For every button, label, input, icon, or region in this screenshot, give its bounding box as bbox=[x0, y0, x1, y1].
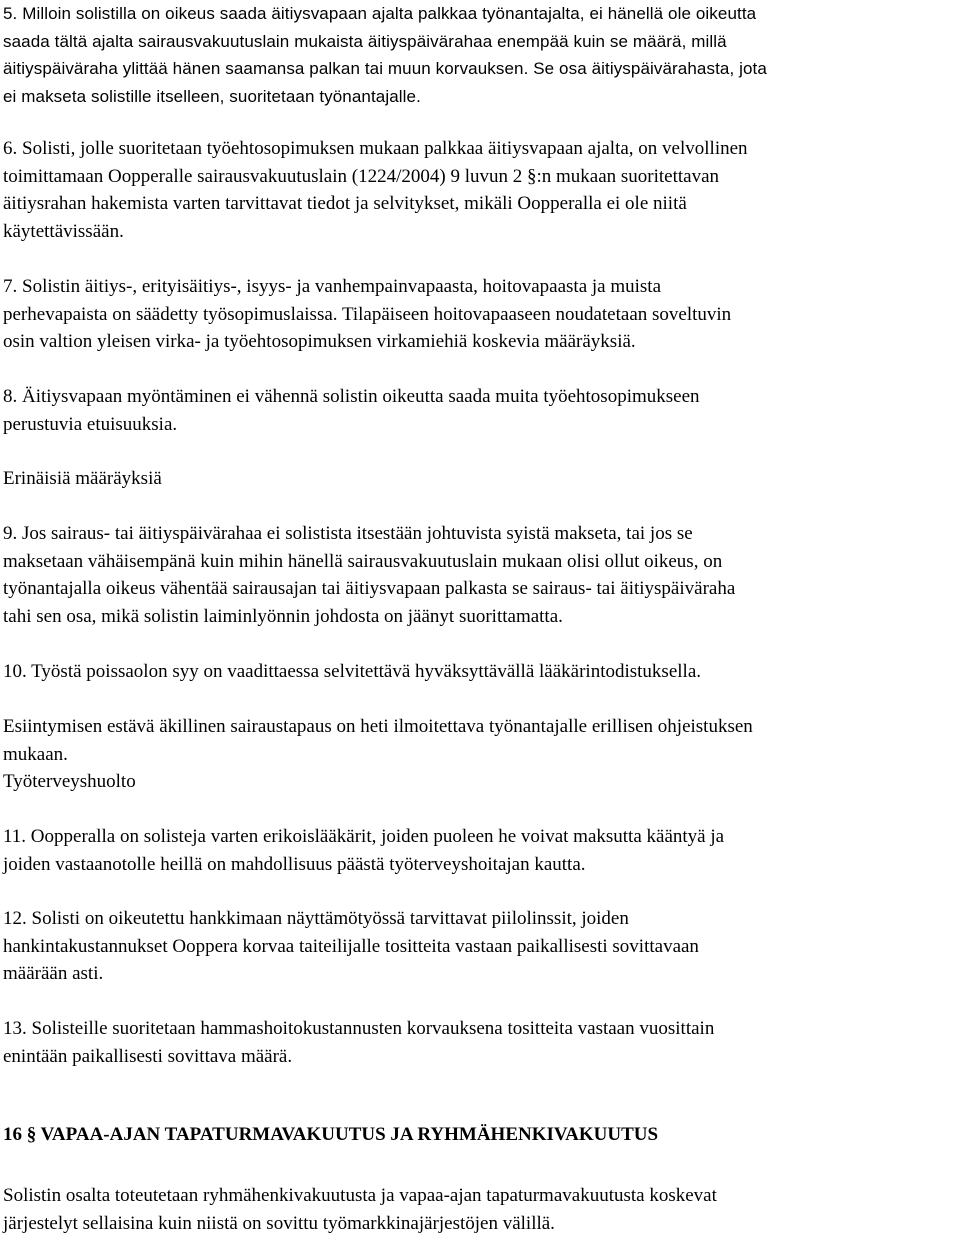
section-16-heading bbox=[3, 1121, 658, 1149]
paragraph-section-16 bbox=[3, 1182, 717, 1237]
paragraph-5-line: äitiyspäiväraha ylittää hänen saamansa palkan tai muun korvauksen. Se osa äitiyspäivärahasta, jota bbox=[3, 55, 767, 83]
paragraph-9-line: maksetaan vähäisempänä kuin mihin hänellä sairausvakuutuslain mukaan olisi ollut oikeus, on bbox=[3, 548, 735, 576]
paragraph-6-line: käytettävissään. bbox=[3, 218, 748, 246]
paragraph-section-16-line: Solistin osalta toteutetaan ryhmähenkivakuutusta ja vapaa-ajan tapaturmavakuutusta koskevat bbox=[3, 1182, 717, 1210]
paragraph-7-line: perhevapaista on säädetty työsopimuslaissa. Tilapäiseen hoitovapaaseen noudatetaan soveltuvin bbox=[3, 301, 731, 329]
paragraph-12-line: 12. Solisti on oikeutettu hankkimaan näyttämötyössä tarvittavat piilolinssit, joiden bbox=[3, 905, 699, 933]
paragraph-10-line: 10. Työstä poissaolon syy on vaadittaessa selvitettävä hyväksyttävällä lääkärintodistuksella. bbox=[3, 658, 701, 686]
paragraph-13 bbox=[3, 1015, 714, 1070]
paragraph-esiintymisen bbox=[3, 713, 753, 768]
paragraph-11-line: 11. Oopperalla on solisteja varten erikoislääkärit, joiden puoleen he voivat maksutta kääntyä ja bbox=[3, 823, 724, 851]
paragraph-7-line: 7. Solistin äitiys-, erityisäitiys-, isyys- ja vanhempainvapaasta, hoitovapaasta ja muista bbox=[3, 273, 731, 301]
paragraph-9-line: tahi sen osa, mikä solistin laiminlyönnin johdosta on jäänyt suorittamatta. bbox=[3, 603, 735, 631]
paragraph-5-line: 5. Milloin solistilla on oikeus saada äitiysvapaan ajalta palkkaa työnantajalta, ei hänellä ole oikeutta bbox=[3, 0, 767, 28]
paragraph-11 bbox=[3, 823, 724, 878]
heading-text: Erinäisiä määräyksiä bbox=[3, 465, 162, 493]
paragraph-5-line: ei makseta solistille itselleen, suoritetaan työnantajalle. bbox=[3, 83, 767, 111]
paragraph-10 bbox=[3, 658, 701, 686]
paragraph-esiintymisen-line: Esiintymisen estävä äkillinen sairaustapaus on heti ilmoitettava työnantajalle erillisen ohjeistuksen bbox=[3, 713, 753, 741]
paragraph-11-line: joiden vastaanotolle heillä on mahdollisuus päästä työterveyshoitajan kautta. bbox=[3, 851, 724, 879]
paragraph-13-line: 13. Solisteille suoritetaan hammashoitokustannusten korvauksena tositteita vastaan vuosittain bbox=[3, 1015, 714, 1043]
heading-erinaisia-maarayksia bbox=[3, 465, 162, 493]
paragraph-8-line: perustuvia etuisuuksia. bbox=[3, 411, 700, 439]
paragraph-7-line: osin valtion yleisen virka- ja työehtosopimuksen virkamiehiä koskevia määräyksiä. bbox=[3, 328, 731, 356]
paragraph-6 bbox=[3, 135, 748, 245]
paragraph-5-line: saada tältä ajalta sairausvakuutuslain mukaista äitiyspäivärahaa enempää kuin se määrä, millä bbox=[3, 28, 767, 56]
paragraph-6-line: toimittamaan Oopperalle sairausvakuutuslain (1224/2004) 9 luvun 2 §:n mukaan suoritettavan bbox=[3, 163, 748, 191]
paragraph-12-line: määrään asti. bbox=[3, 960, 699, 988]
paragraph-12 bbox=[3, 905, 699, 988]
paragraph-section-16-line: järjestelyt sellaisina kuin niistä on sovittu työmarkkinajärjestöjen välillä. bbox=[3, 1210, 717, 1237]
heading-text: Työterveyshuolto bbox=[3, 768, 136, 796]
heading-tyoterveyshuolto bbox=[3, 768, 136, 796]
paragraph-9 bbox=[3, 520, 735, 630]
paragraph-7 bbox=[3, 273, 731, 356]
paragraph-esiintymisen-line: mukaan. bbox=[3, 741, 753, 769]
paragraph-9-line: 9. Jos sairaus- tai äitiyspäivärahaa ei solistista itsestään johtuvista syistä makseta, tai jos se bbox=[3, 520, 735, 548]
paragraph-6-line: 6. Solisti, jolle suoritetaan työehtosopimuksen mukaan palkkaa äitiysvapaan ajalta, on velvollinen bbox=[3, 135, 748, 163]
paragraph-5 bbox=[3, 0, 767, 110]
paragraph-8 bbox=[3, 383, 700, 438]
paragraph-8-line: 8. Äitiysvapaan myöntäminen ei vähennä solistin oikeutta saada muita työehtosopimukseen bbox=[3, 383, 700, 411]
section-heading-text: 16 § VAPAA-AJAN TAPATURMAVAKUUTUS JA RYHMÄHENKIVAKUUTUS bbox=[3, 1121, 658, 1149]
paragraph-9-line: työnantajalla oikeus vähentää sairausajan tai äitiysvapaan palkasta se sairaus- tai äitiyspäiväraha bbox=[3, 575, 735, 603]
paragraph-13-line: enintään paikallisesti sovittava määrä. bbox=[3, 1043, 714, 1071]
paragraph-12-line: hankintakustannukset Ooppera korvaa taiteilijalle tositteita vastaan paikallisesti sovittavaan bbox=[3, 933, 699, 961]
paragraph-6-line: äitiysrahan hakemista varten tarvittavat tiedot ja selvitykset, mikäli Oopperalla ei ole niitä bbox=[3, 190, 748, 218]
